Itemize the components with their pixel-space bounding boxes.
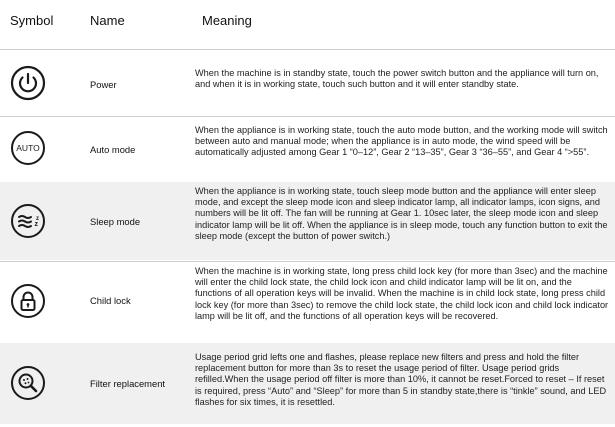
power-icon (10, 65, 46, 101)
svg-text:z: z (36, 216, 39, 222)
table-header (0, 0, 615, 46)
row-meaning: When the appliance is in working state, touch the auto mode button, and the working mode will switch between auto and manual mode; when the appliance is in auto mode, the wind speed will be automatically adjusted among Gear 1 “0–12”, Gear 2 “13–35”, Gear 3 “36–55”, and Gear 4 “>55”. (195, 125, 608, 158)
filter-replacement-icon (10, 365, 46, 401)
auto-mode-icon (10, 130, 46, 166)
row-name: Sleep mode (90, 216, 141, 227)
row-meaning: When the appliance is in working state, touch sleep mode button and the appliance will enter sleep mode, and except the sleep mode icon and sleep indicator lamp, all indicator lamps, icon signs, and numbers will be lit off. The fan will be running at Gear 1. 10sec later, the sleep mode icon and sleep indicator lamp will be lit off. When the appliance is in sleep mode, touch any function button to exit the sleep mode (except the button of power switch.) (195, 186, 608, 241)
child-lock-icon (10, 283, 46, 319)
row-meaning: Usage period grid lefts one and flashes, please replace new filters and press and hold the filter replacement button for more than 3s to reset the usage period of filter. Usage period grids refilled.When the usage period off filter is more than 10%, it cannot be reset.Forced to reset – If reset is required, press “Auto” and “Sleep” for more than 5 in standby state,there is “tinkle” sound, and LED flashes for six times, it is resettled. (195, 352, 607, 407)
header-meaning: Meaning (202, 13, 252, 28)
row-name: Child lock (90, 295, 131, 306)
header-name: Name (90, 13, 125, 28)
row-meaning: When the machine is in working state, long press child lock key (for more than 3sec) and the machine will enter the child lock state, the child lock icon and child indicator lamp will be lit on, and the functions of all operation keys will be invalid. When the machine is in child lock state, long press child lock key (for more than 3sec) to remove the child lock state, the child lock icon and child lock indicator lamp will be lit off, and the functions of all operation keys will be recovered. (195, 266, 609, 321)
row-meaning: When the machine is in standby state, touch the power switch button and the appliance will turn on, and when it is in working state, touch such button and it will enter standby state. (195, 68, 599, 90)
sleep-mode-icon (10, 203, 46, 239)
row-name: Auto mode (90, 144, 136, 155)
table-row-child-lock (0, 262, 615, 340)
auto-icon-label: AUTO (16, 143, 40, 153)
svg-text:z: z (34, 221, 38, 228)
table-row-filter-replacement (0, 343, 615, 424)
header-symbol: Symbol (10, 13, 54, 28)
row-name: Power (90, 79, 117, 90)
row-name: Filter replacement (90, 378, 166, 389)
table-row-sleep-mode (0, 182, 615, 260)
table-row-power (0, 50, 615, 115)
table-row-auto-mode (0, 117, 615, 180)
